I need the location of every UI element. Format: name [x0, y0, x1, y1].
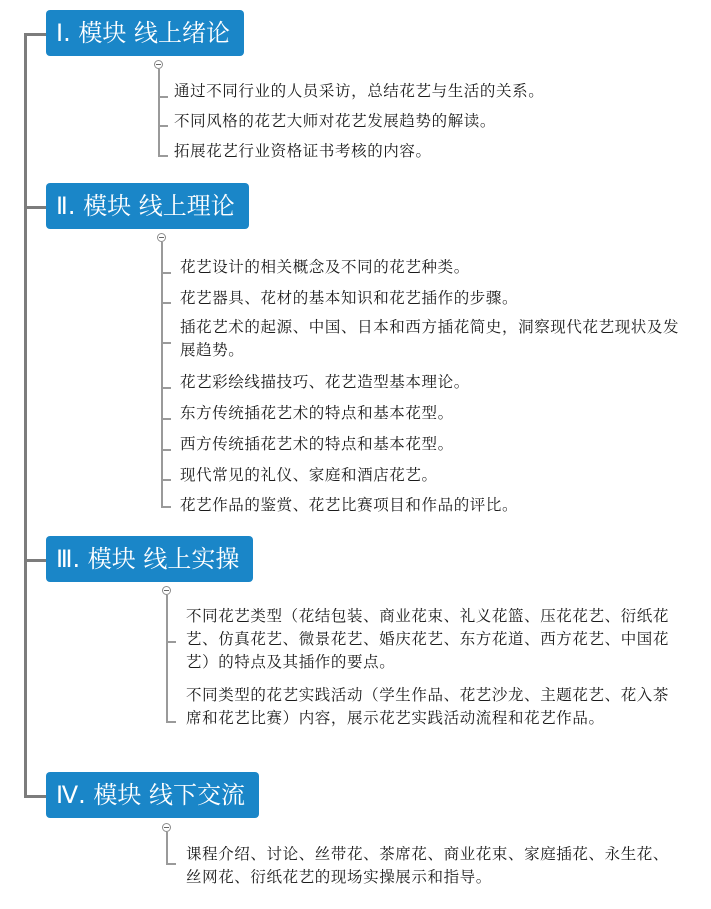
module-3-item: 不同花艺类型（花结包装、商业花束、礼义花篮、压花花艺、衍纸花艺、仿真花艺、微景花艺、婚庆花艺、东方花道、西方花艺、中国花艺）的特点及其插作的要点。: [186, 607, 670, 671]
module-1-item: 拓展花艺行业资格证书考核的内容。: [174, 142, 432, 160]
module-2-item: 西方传统插花艺术的特点和基本花型。: [180, 435, 454, 453]
module-3-title[interactable]: Ⅲ. 模块 线上实操: [46, 536, 253, 582]
branch-line-3: [166, 595, 168, 723]
module-4-item: 课程介绍、讨论、丝带花、茶席花、商业花束、家庭插花、永生花、丝网花、衍纸花艺的现场实操展示和指导。: [186, 845, 670, 886]
module-2-item: 现代常见的礼仪、家庭和酒店花艺。: [180, 466, 438, 484]
branch-connector-2: [24, 206, 46, 209]
collapse-toggle-icon[interactable]: [162, 823, 171, 832]
collapse-toggle-icon[interactable]: [157, 233, 166, 242]
module-2-item: 花艺彩绘线描技巧、花艺造型基本理论。: [180, 373, 470, 391]
collapse-toggle-icon[interactable]: [154, 60, 163, 69]
module-2-item: 花艺器具、花材的基本知识和花艺插作的步骤。: [180, 289, 519, 307]
module-2-item: 花艺作品的鉴赏、花艺比赛项目和作品的评比。: [180, 496, 519, 514]
branch-connector-3: [24, 559, 46, 562]
collapse-toggle-icon[interactable]: [162, 586, 171, 595]
module-1-item: 不同风格的花艺大师对花艺发展趋势的解读。: [174, 112, 497, 130]
branch-line-1: [158, 69, 160, 157]
branch-connector-1: [24, 33, 46, 36]
module-4-title[interactable]: Ⅳ. 模块 线下交流: [46, 772, 259, 818]
module-3-item: 不同类型的花艺实践活动（学生作品、花艺沙龙、主题花艺、花入茶席和花艺比赛）内容，展示花艺实践活动流程和花艺作品。: [186, 686, 670, 727]
branch-connector-4: [24, 795, 46, 798]
module-2-item: 插花艺术的起源、中国、日本和西方插花简史，洞察现代花艺现状及发展趋势。: [180, 318, 680, 359]
module-1-title[interactable]: Ⅰ. 模块 线上绪论: [46, 10, 244, 56]
branch-line-2: [161, 242, 163, 508]
module-2-item: 东方传统插花艺术的特点和基本花型。: [180, 404, 454, 422]
module-1-item: 通过不同行业的人员采访，总结花艺与生活的关系。: [174, 82, 545, 100]
branch-line-4: [166, 832, 168, 865]
main-trunk-line: [24, 34, 27, 798]
module-2-item: 花艺设计的相关概念及不同的花艺种类。: [180, 258, 470, 276]
module-2-title[interactable]: Ⅱ. 模块 线上理论: [46, 183, 249, 229]
